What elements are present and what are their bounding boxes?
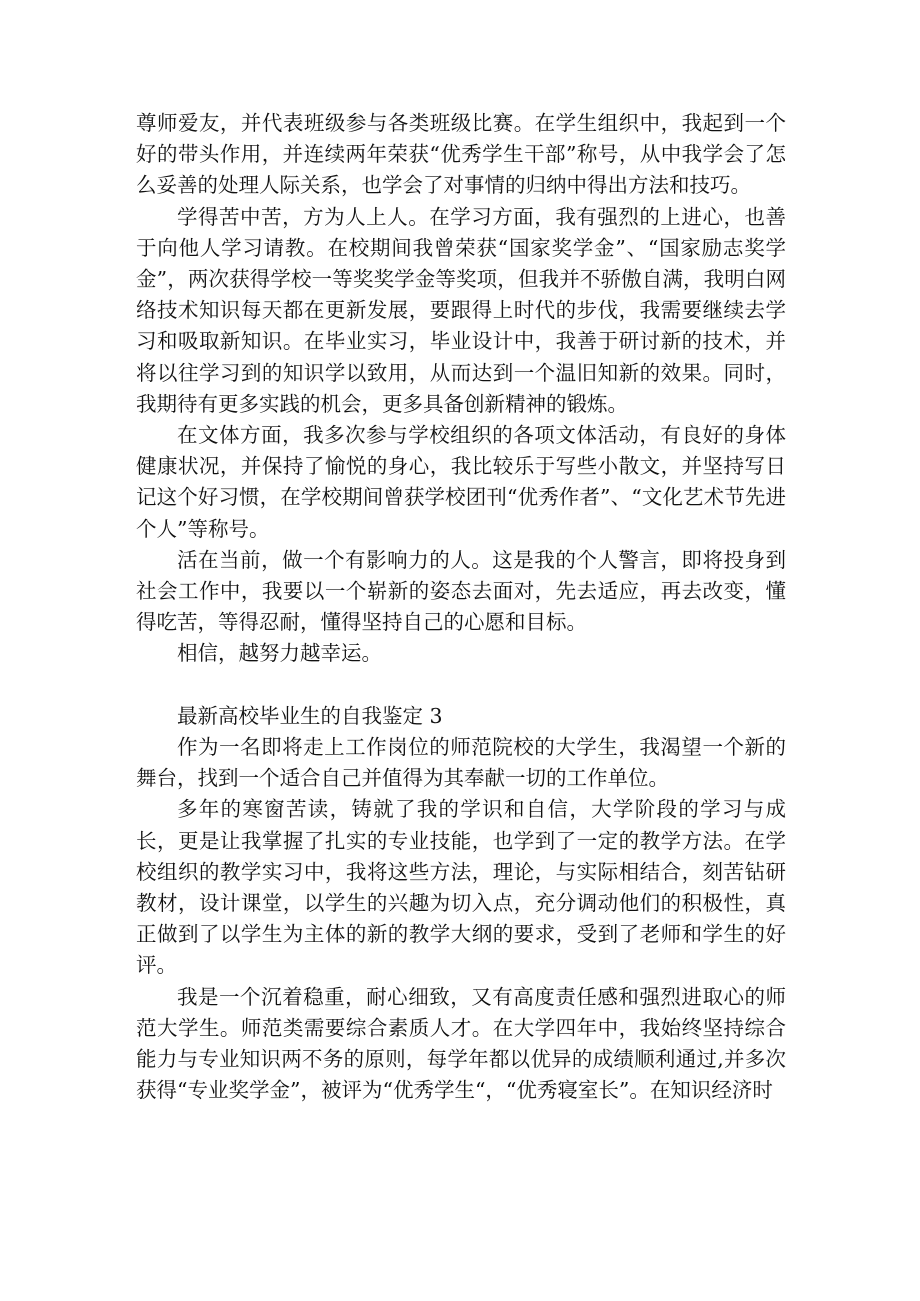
blank-line <box>136 670 786 701</box>
section-paragraph-2: 多年的寒窗苦读，铸就了我的学识和自信，大学阶段的学习与成长，更是让我掌握了扎实的专业技能，也学到了一定的教学方法。在学校组织的教学实习中，我将这些方法，理论，与实际相结合，刻苦钻研教材，设计课堂，以学生的兴趣为切入点，充分调动他们的积极性，真正做到了以学生为主体的新的教学大纲的要求，受到了老师和学生的好评。 <box>136 797 786 978</box>
paragraph-1: 尊师爱友，并代表班级参与各类班级比赛。在学生组织中，我起到一个好的带头作用，并连续两年荣获“优秀学生干部”称号，从中我学会了怎么妥善的处理人际关系，也学会了对事情的归纳中得出方法和技巧。 <box>136 111 786 198</box>
section-paragraph-3: 我是一个沉着稳重，耐心细致，又有高度责任感和强烈进取心的师范大学生。师范类需要综合素质人才。在大学四年中，我始终坚持综合能力与专业知识两不务的原则，每学年都以优异的成绩顺利通过,并多次获得“专业奖学金”，被评为“优秀学生“，“优秀寝室长”。在知识经济时 <box>136 984 786 1103</box>
section-heading: 最新高校毕业生的自我鉴定 3 <box>177 703 443 728</box>
section-paragraph-1: 作为一名即将走上工作岗位的师范院校的大学生，我渴望一个新的舞台，找到一个适合自己并值得为其奉献一切的工作单位。 <box>136 735 786 791</box>
paragraph-3: 在文体方面，我多次参与学校组织的各项文体活动，有良好的身体健康状况，并保持了愉悦的身心，我比较乐于写些小散文，并坚持写日记这个好习惯，在学校期间曾获学校团刊“优秀作者”、“文化艺术节先进个人”等称号。 <box>136 423 786 541</box>
paragraph-2: 学得苦中苦，方为人上人。在学习方面，我有强烈的上进心，也善于向他人学习请教。在校期间我曾荣获“国家奖学金”、“国家励志奖学金”，两次获得学校一等奖奖学金等奖项，但我并不骄傲自满，我明白网络技术知识每天都在更新发展，要跟得上时代的步伐，我需要继续去学习和吸取新知识。在毕业实习，毕业设计中，我善于研讨新的技术，并将以往学习到的知识学以致用，从而达到一个温旧知新的效果。同时，我期待有更多实践的机会，更多具备创新精神的锻炼。 <box>136 204 786 416</box>
document-page <box>136 108 786 1106</box>
paragraph-4: 活在当前，做一个有影响力的人。这是我的个人警言，即将投身到社会工作中，我要以一个崭新的姿态去面对，先去适应，再去改变，懂得吃苦，等得忍耐，懂得坚持自己的心愿和目标。 <box>136 547 786 635</box>
paragraph-5: 相信，越努力越幸运。 <box>177 641 382 666</box>
